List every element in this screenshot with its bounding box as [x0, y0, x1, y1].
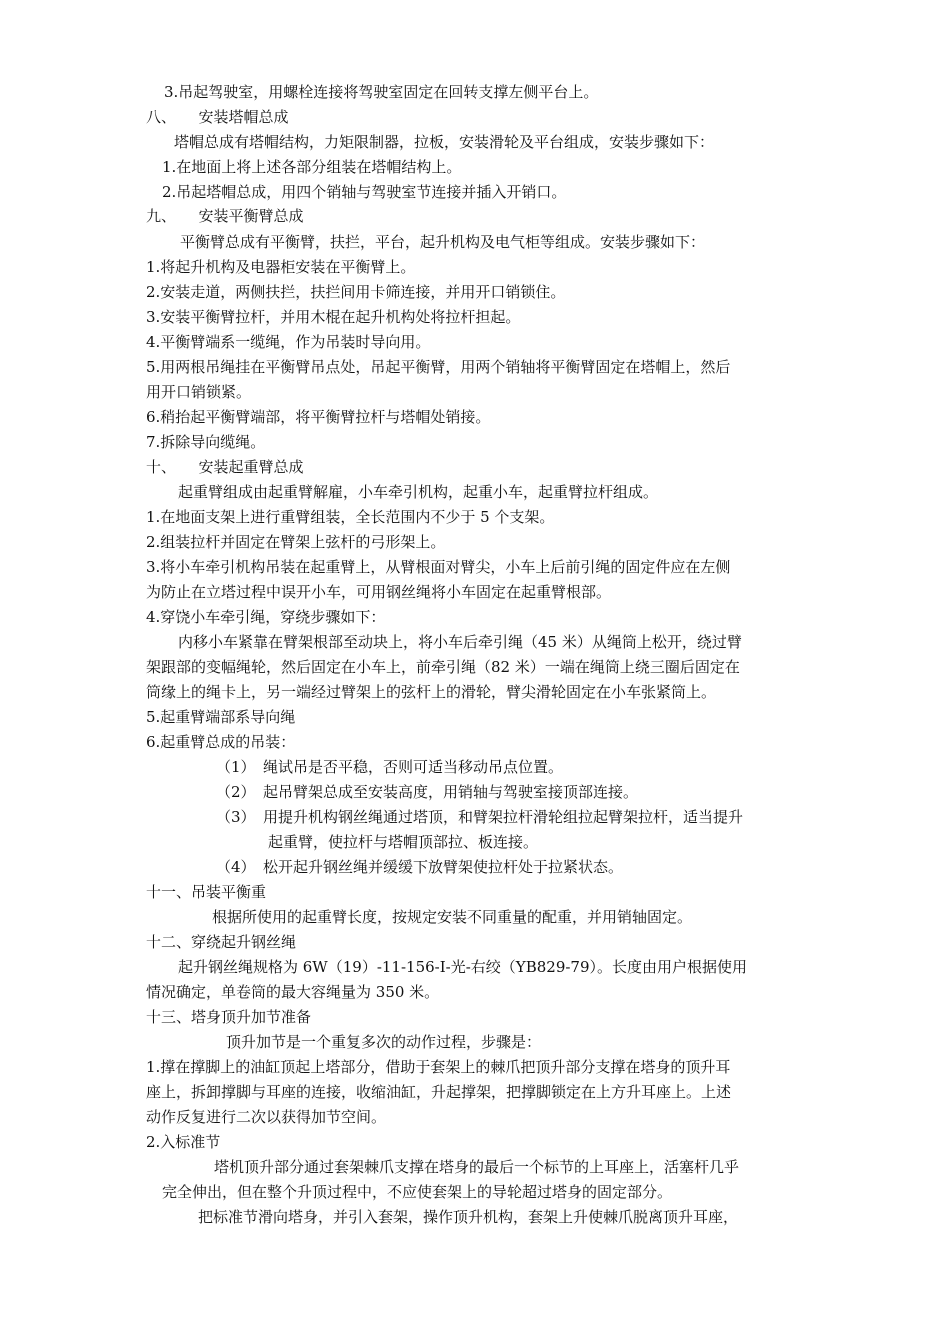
text-line: 为防止在立塔过程中误开小车，可用钢丝绳将小车固定在起重臂根部。 [146, 583, 612, 601]
text-line: 内移小车紧靠在臂架根部至动块上，将小车后牵引绳（45 米）从绳筒上松开，绕过臂 [178, 633, 742, 651]
text-line: 座上，拆卸撑脚与耳座的连接，收缩油缸，升起撑架，把撑脚锁定在上方升耳座上。上述 [146, 1083, 732, 1101]
text-line: 2.入标准节 [146, 1133, 221, 1151]
section-heading: 十、 安装起重臂总成 [146, 458, 304, 476]
text-line: 起重臂组成由起重臂解雇，小车牵引机构，起重小车，起重臂拉杆组成。 [178, 483, 659, 501]
text-line: 顶升加节是一个重复多次的动作过程，步骤是： [226, 1033, 542, 1051]
section-heading: 八、 安装塔帽总成 [146, 108, 289, 126]
text-line: 架跟部的变幅绳轮，然后固定在小车上，前牵引绳（82 米）一端在绳筒上绕三圈后固定在 [146, 658, 740, 676]
text-line: 2.组装拉杆并固定在臂架上弦杆的弓形架上。 [146, 533, 446, 551]
text-line: 根据所使用的起重臂长度，按规定安装不同重量的配重，并用销轴固定。 [212, 908, 693, 926]
text-line: 5.用两根吊绳挂在平衡臂吊点处，吊起平衡臂，用两个销轴将平衡臂固定在塔帽上，然后 [146, 358, 731, 376]
text-line: 1.在地面支架上进行重臂组装，全长范围内不少于 5 个支架。 [146, 508, 555, 526]
text-line: 6.起重臂总成的吊装： [146, 733, 296, 751]
list-item: （1） 绳试吊是否平稳，否则可适当移动吊点位置。 [216, 758, 564, 776]
text-line: 筒缘上的绳卡上，另一端经过臂架上的弦杆上的滑轮，臂尖滑轮固定在小车张紧筒上。 [146, 683, 717, 701]
text-line: 3.将小车牵引机构吊装在起重臂上，从臂根面对臂尖，小车上后前引绳的固定件应在左侧 [146, 558, 731, 576]
section-heading: 十三、塔身顶升加节准备 [146, 1008, 312, 1026]
text-line: 动作反复进行二次以获得加节空间。 [146, 1108, 387, 1126]
text-line: 完全伸出，但在整个升顶过程中，不应使套架上的导轮超过塔身的固定部分。 [162, 1183, 673, 1201]
section-heading: 十二、穿绕起升钢丝绳 [146, 933, 297, 951]
list-item: 起重臂，使拉杆与塔帽顶部拉、板连接。 [268, 833, 539, 851]
text-line: 塔机顶升部分通过套架棘爪支撑在塔身的最后一个标节的上耳座上，活塞杆几乎 [214, 1158, 740, 1176]
text-line: 1.撑在撑脚上的油缸顶起上塔部分，借助于套架上的棘爪把顶升部分支撑在塔身的顶升耳 [146, 1058, 731, 1076]
text-line: 把标准节滑向塔身，并引入套架，操作顶升机构，套架上升使棘爪脱离顶升耳座， [198, 1208, 739, 1226]
text-line: 2.吊起塔帽总成，用四个销轴与驾驶室节连接并插入开销口。 [162, 183, 567, 201]
text-line: 5.起重臂端部系导向绳 [146, 708, 296, 726]
text-line: 1.在地面上将上述各部分组装在塔帽结构上。 [162, 158, 462, 176]
text-line: 情况确定，单卷筒的最大容绳量为 350 米。 [146, 983, 440, 1001]
text-line: 用开口销锁紧。 [146, 383, 252, 401]
text-line: 4.平衡臂端系一缆绳，作为吊装时导向用。 [146, 333, 431, 351]
text-line: 2.安装走道，两侧扶拦，扶拦间用卡筛连接，并用开口销锁住。 [146, 283, 566, 301]
text-line: 3.吊起驾驶室，用螺栓连接将驾驶室固定在回转支撑左侧平台上。 [164, 83, 599, 101]
text-line: 6.稍抬起平衡臂端部，将平衡臂拉杆与塔帽处销接。 [146, 408, 491, 426]
text-line: 平衡臂总成有平衡臂，扶拦，平台，起升机构及电气柜等组成。安装步骤如下： [180, 233, 706, 251]
section-heading: 十一、吊装平衡重 [146, 883, 267, 901]
list-item: （4） 松开起升钢丝绳并缓缓下放臂架使拉杆处于拉紧状态。 [216, 858, 624, 876]
text-line: 起升钢丝绳规格为 6W（19）-11-156-Ⅰ-光-右绞（YB829-79）。长度由用户根据使用 [178, 958, 748, 976]
text-line: 4.穿饶小车牵引绳，穿绕步骤如下： [146, 608, 386, 626]
text-line: 7.拆除导向缆绳。 [146, 433, 266, 451]
text-line: 塔帽总成有塔帽结构，力矩限制器，拉板，安装滑轮及平台组成，安装步骤如下： [174, 133, 715, 151]
text-line: 3.安装平衡臂拉杆，并用木棍在起升机构处将拉杆担起。 [146, 308, 521, 326]
section-heading: 九、 安装平衡臂总成 [146, 207, 304, 225]
list-item: （2） 起吊臂架总成至安装高度，用销轴与驾驶室接顶部连接。 [216, 783, 639, 801]
text-line: 1.将起升机构及电器柜安装在平衡臂上。 [146, 258, 416, 276]
list-item: （3） 用提升机构钢丝绳通过塔顶，和臂架拉杆滑轮组拉起臂架拉杆，适当提升 [216, 808, 744, 826]
